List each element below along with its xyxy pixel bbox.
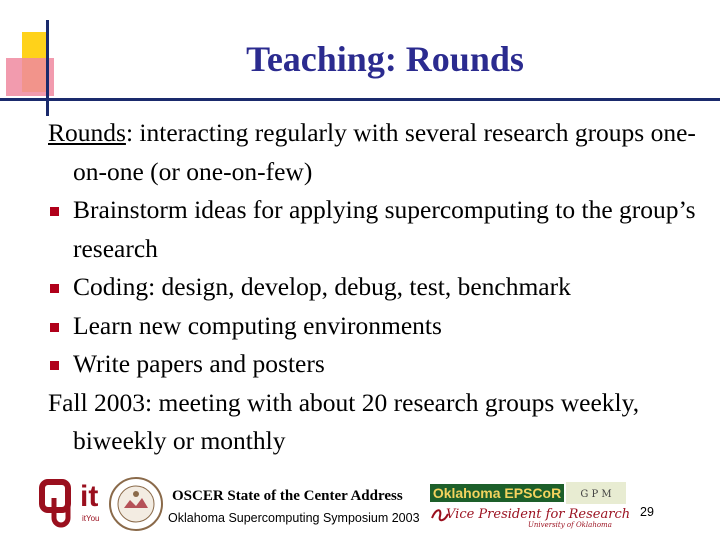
footer-title: OSCER State of the Center Address [172, 488, 403, 504]
gpm-logo-icon [566, 482, 626, 504]
closing-paragraph: Fall 2003: meeting with about 20 research groups weekly, biweekly or monthly [48, 387, 640, 455]
bullet-text: Write papers and posters [73, 349, 325, 378]
title-underline-rule [0, 98, 720, 101]
bullet-text: Learn new computing environments [73, 310, 442, 340]
page-number: 29 [640, 505, 654, 519]
bullet-item [48, 191, 698, 268]
slide-title: Teaching: Rounds [246, 39, 524, 79]
vpr-logo-sub: University of Oklahoma [528, 521, 612, 529]
square-bullet-icon [50, 207, 59, 216]
bullet-item [48, 345, 698, 384]
slide-body [48, 114, 698, 461]
ou-logo-icon [40, 478, 80, 526]
epscor-logo: Oklahoma EPSCoR [430, 484, 564, 502]
intro-term: Rounds [48, 118, 126, 147]
bullet-item [48, 307, 698, 346]
bullet-text: Brainstorm ideas for applying supercomputing to the group’s research [73, 195, 696, 263]
intro-text: : interacting regularly with several research groups one-on-one (or one-on-few) [73, 118, 696, 186]
gpm-logo-text: G P M [580, 489, 612, 500]
it-logo-text: it [80, 480, 99, 513]
it-logo-tagline: itYou [82, 514, 100, 523]
bullet-text: Coding: design, develop, debug, test, benchmark [73, 272, 571, 301]
square-bullet-icon [50, 361, 59, 370]
vpr-logo-script: Vice President for Research [446, 507, 631, 522]
footer-subtitle: Oklahoma Supercomputing Symposium 2003 [168, 511, 420, 525]
vpr-logo-icon [430, 504, 631, 529]
square-bullet-icon [50, 323, 59, 332]
intro-paragraph [48, 114, 698, 191]
bullet-item [48, 268, 698, 307]
square-bullet-icon [50, 284, 59, 293]
it-logo [80, 478, 108, 528]
university-seal-icon [108, 476, 164, 532]
